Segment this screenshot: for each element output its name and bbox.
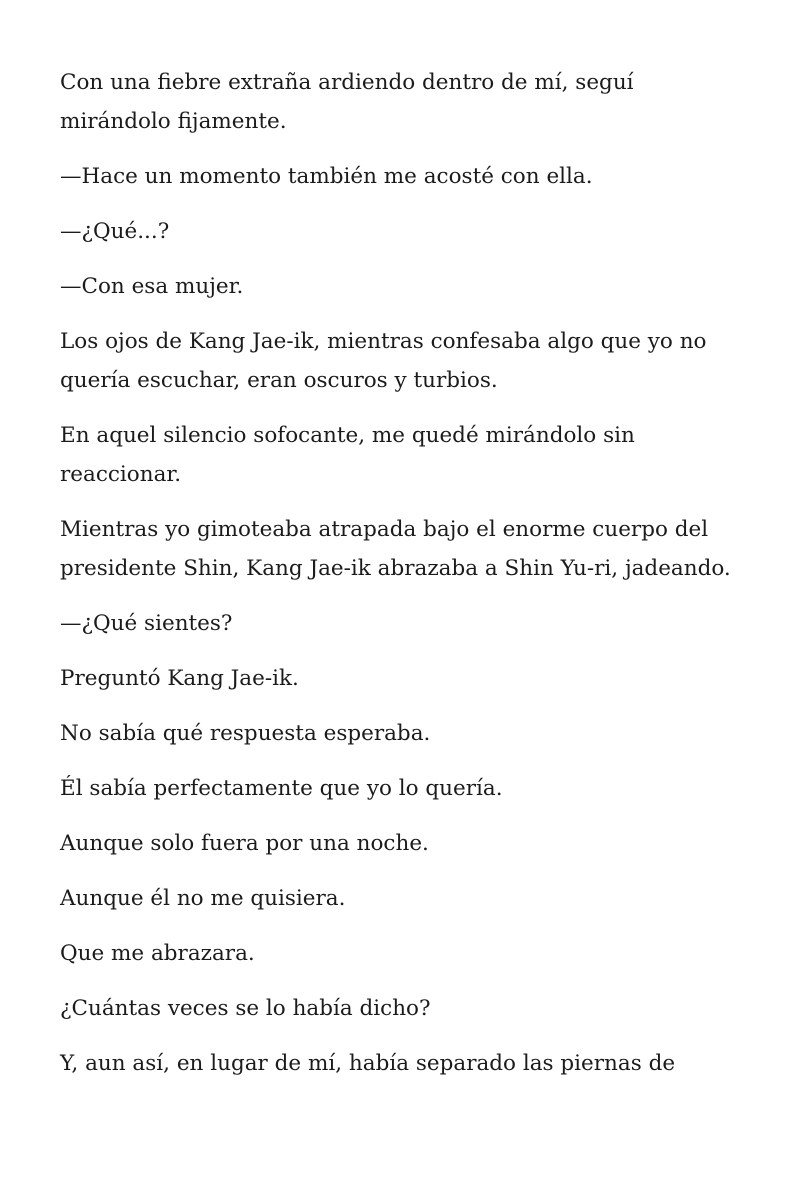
- document-page: [60, 63, 750, 1099]
- paragraph: Aunque él no me quisiera.: [60, 886, 346, 911]
- paragraph: Preguntó Kang Jae-ik.: [60, 666, 299, 691]
- paragraph: No sabía qué respuesta esperaba.: [60, 721, 431, 746]
- paragraph: Él sabía perfectamente que yo lo quería.: [60, 776, 503, 801]
- paragraph: Que me abrazara.: [60, 941, 255, 966]
- paragraph: Mientras yo gimoteaba atrapada bajo el enorme cuerpo del presidente Shin, Kang Jae-ik abrazaba a Shin Yu-ri, jadeando.: [60, 517, 731, 581]
- paragraph: —Con esa mujer.: [60, 274, 244, 299]
- paragraph: En aquel silencio sofocante, me quedé mirándolo sin reaccionar.: [60, 423, 635, 487]
- paragraph: ¿Cuántas veces se lo había dicho?: [60, 996, 431, 1021]
- paragraph: Con una fiebre extraña ardiendo dentro de mí, seguí mirándolo fijamente.: [60, 70, 634, 134]
- paragraph: Aunque solo fuera por una noche.: [60, 831, 429, 856]
- paragraph: Y, aun así, en lugar de mí, había separado las piernas de: [60, 1051, 676, 1076]
- paragraph: —¿Qué...?: [60, 219, 170, 244]
- paragraph: Los ojos de Kang Jae-ik, mientras confesaba algo que yo no quería escuchar, eran oscuros y turbios.: [60, 329, 707, 393]
- paragraph: —Hace un momento también me acosté con ella.: [60, 164, 593, 189]
- paragraph: —¿Qué sientes?: [60, 611, 233, 636]
